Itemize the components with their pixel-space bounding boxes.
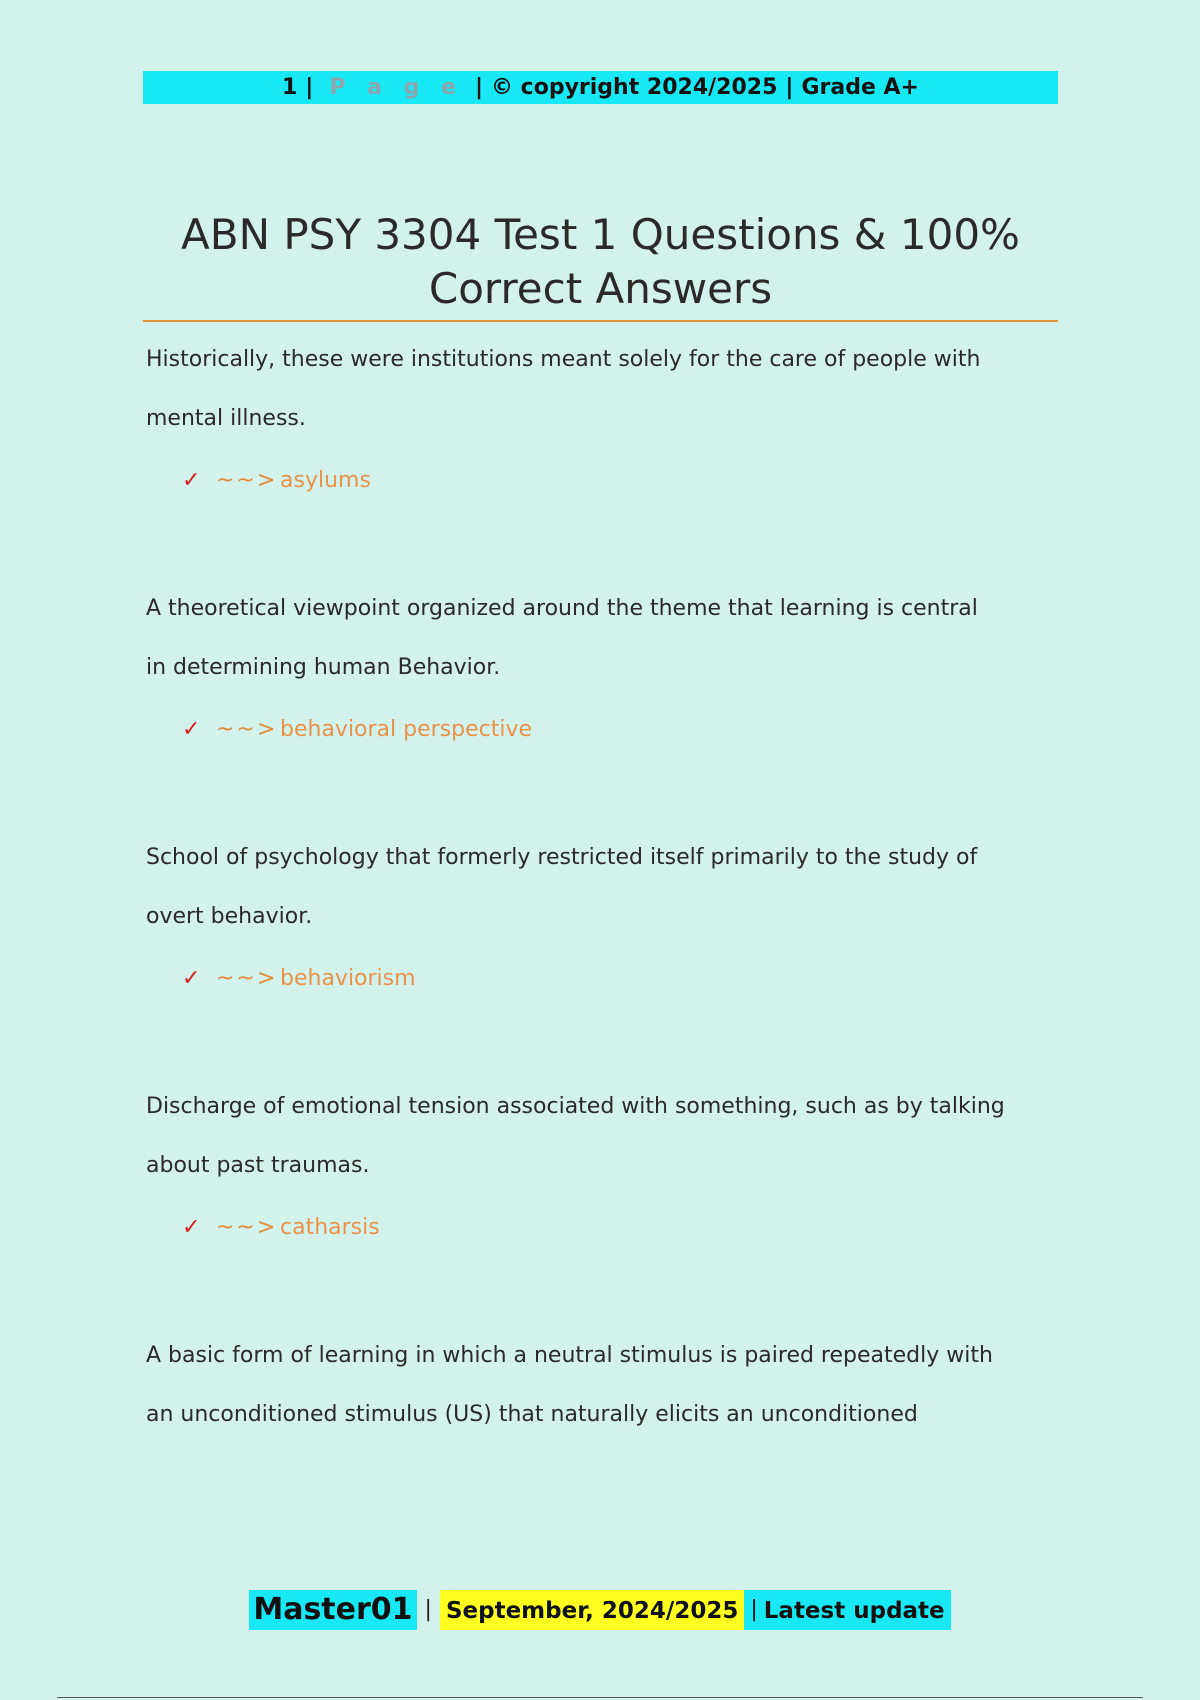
date-label: September, 2024/2025 xyxy=(440,1590,744,1630)
question-line: A basic form of learning in which a neutral stimulus is paired repeatedly with xyxy=(146,1343,993,1368)
question-line: School of psychology that formerly restricted itself primarily to the study of xyxy=(146,845,978,870)
title-line-1: ABN PSY 3304 Test 1 Questions & 100% xyxy=(181,210,1020,259)
question-text xyxy=(146,1077,1066,1195)
author-label: Master01 xyxy=(249,1590,416,1630)
question-line: mental illness. xyxy=(146,406,306,431)
grade-text: Grade A+ xyxy=(801,75,919,100)
question-line: about past traumas. xyxy=(146,1153,370,1178)
page-number: 1 xyxy=(281,75,298,100)
answer-text: behaviorism xyxy=(280,965,416,991)
page-header-bar xyxy=(143,71,1058,104)
checkmark-icon: ✓ xyxy=(182,1214,201,1240)
title-underline xyxy=(143,320,1058,322)
arrow-icon: ~~> xyxy=(216,716,278,742)
page-footer xyxy=(0,1590,1200,1630)
question-line: an unconditioned stimulus (US) that naturally elicits an unconditioned xyxy=(146,1402,918,1427)
header-separator: | xyxy=(474,75,484,100)
question-text xyxy=(146,579,1066,697)
copyright-text: © copyright 2024/2025 xyxy=(491,75,778,100)
qa-item xyxy=(146,1077,1066,1247)
arrow-icon: ~~> xyxy=(216,1214,278,1240)
checkmark-icon: ✓ xyxy=(182,716,201,742)
page-word: P a g e xyxy=(329,75,463,100)
checkmark-icon: ✓ xyxy=(182,467,201,493)
bottom-divider xyxy=(57,1697,1143,1698)
answer-row xyxy=(182,1207,1066,1247)
header-separator: | xyxy=(305,75,314,100)
question-line: in determining human Behavior. xyxy=(146,655,501,680)
answer-text: asylums xyxy=(280,467,371,493)
qa-item xyxy=(146,579,1066,749)
footer-separator: | xyxy=(744,1590,763,1630)
answer-row xyxy=(182,709,1066,749)
arrow-icon: ~~> xyxy=(216,467,278,493)
question-text xyxy=(146,330,1066,448)
title-line-2: Correct Answers xyxy=(428,264,773,313)
question-line: overt behavior. xyxy=(146,904,313,929)
question-text xyxy=(146,1326,1066,1444)
arrow-icon: ~~> xyxy=(216,965,278,991)
question-text xyxy=(146,828,1066,946)
answer-row xyxy=(182,958,1066,998)
question-line: Discharge of emotional tension associated with something, such as by talking xyxy=(146,1094,1005,1119)
question-line: Historically, these were institutions meant solely for the care of people with xyxy=(146,347,981,372)
checkmark-icon: ✓ xyxy=(182,965,201,991)
document-title xyxy=(143,208,1058,316)
answer-text: catharsis xyxy=(280,1214,380,1240)
header-separator: | xyxy=(785,75,794,100)
qa-item xyxy=(146,1326,1066,1444)
qa-list xyxy=(146,330,1066,1444)
question-line: A theoretical viewpoint organized around the theme that learning is central xyxy=(146,596,978,621)
answer-row xyxy=(182,460,1066,500)
qa-item xyxy=(146,330,1066,500)
footer-separator: | xyxy=(424,1597,432,1622)
update-label: Latest update xyxy=(764,1590,951,1630)
answer-text: behavioral perspective xyxy=(280,716,533,742)
qa-item xyxy=(146,828,1066,998)
